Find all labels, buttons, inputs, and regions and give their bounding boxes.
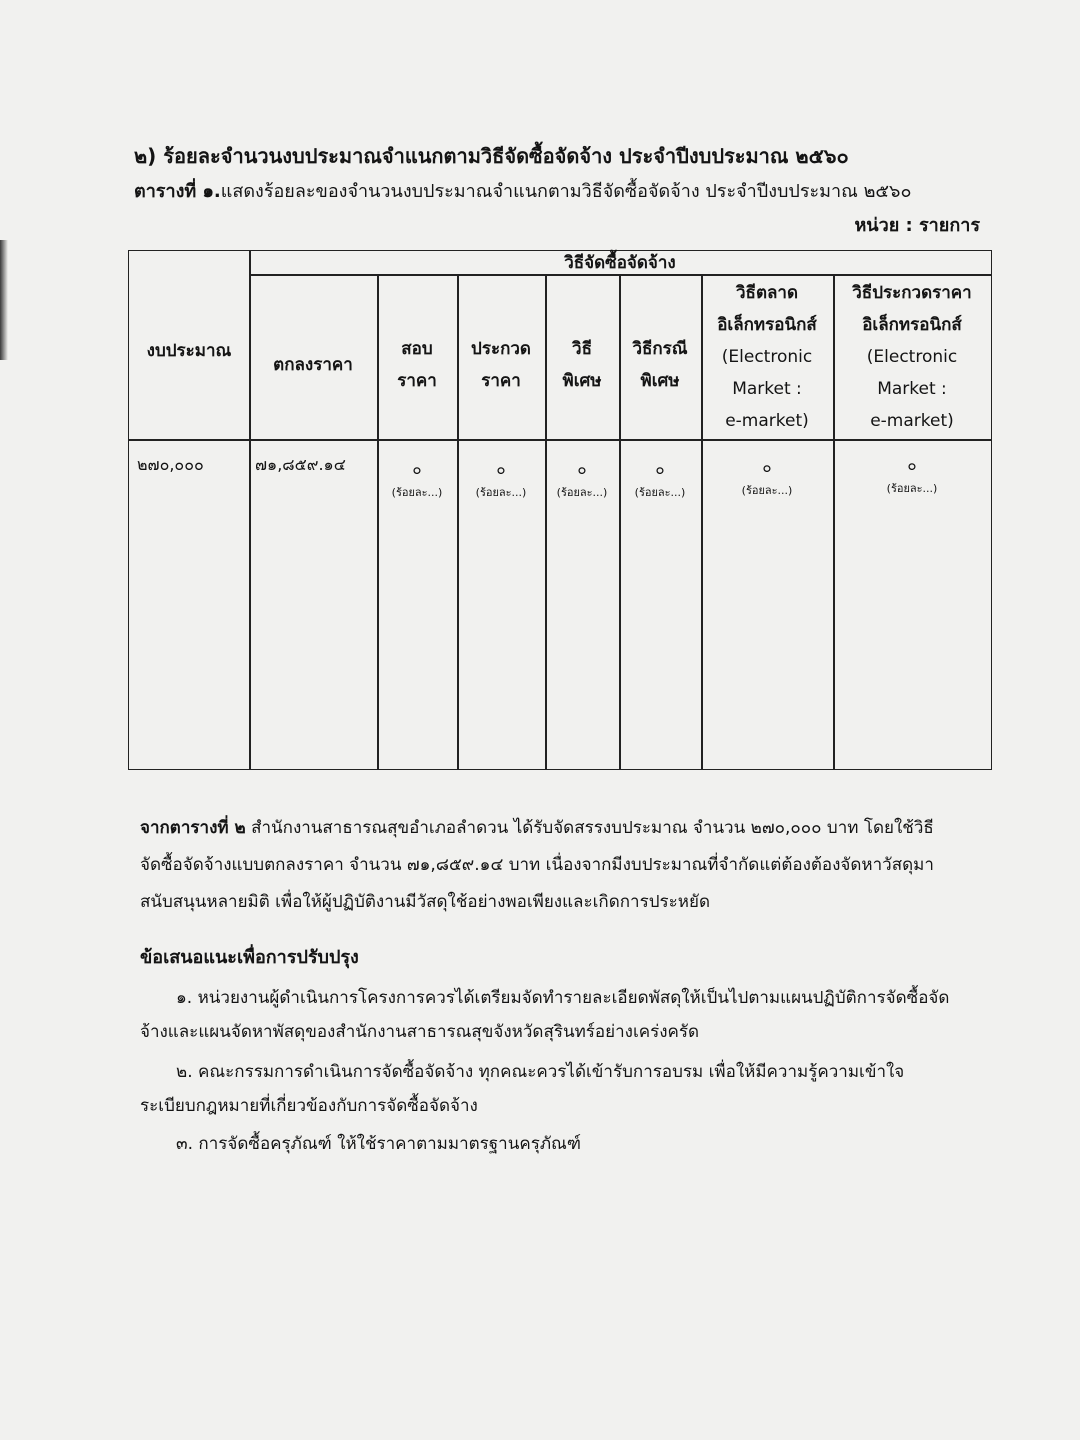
cell-special-pct: (ร้อยละ...) [556, 486, 608, 499]
header-agreed-price: ตกลงราคา [273, 355, 353, 375]
cell-budget-value: ๒๗๐,๐๐๐ [137, 455, 204, 474]
summary-line3: สนับสนุนหลายมิติ เพื่อให้ผู้ปฏิบัติงานมีวัสดุใช้อย่างพอเพียงและเกิดการประหยัด [140, 892, 710, 912]
table-unit: หน่วย : รายการ [854, 215, 980, 236]
table-caption [134, 176, 911, 205]
recommendation-2-line1: ๒. คณะกรรมการดำเนินการจัดซื้อจัดจ้าง ทุกคณะควรได้เข้ารับการอบรม เพื่อให้มีความรู้ความเข้าใจ [176, 1062, 905, 1082]
recommendation-1-line1: ๑. หน่วยงานผู้ดำเนินการโครงการควรได้เตรียมจัดทำรายละเอียดพัสดุให้เป็นไปตามแผนปฏิบัติการจัดซื้อจัด [176, 988, 950, 1008]
table-caption-text: แสดงร้อยละของจำนวนงบประมาณจำแนกตามวิธีจัดซื้อจัดจ้าง ประจำปีงบประมาณ ๒๕๖๐ [220, 181, 912, 202]
recommendation-3-line1: ๓. การจัดซื้อครุภัณฑ์ ให้ใช้ราคาตามมาตรฐานครุภัณฑ์ [176, 1134, 581, 1154]
header-methods: วิธีจัดซื้อจัดจ้าง [564, 253, 676, 273]
header-e-bidding-line1: วิธีประกวดราคา [852, 283, 972, 303]
header-special-case-line2: พิเศษ [640, 371, 680, 391]
cell-bidding-value: ๐ [496, 460, 506, 478]
summary-line1-text: สำนักงานสาธารณสุขอำเภอลำดวน ได้รับจัดสรรงบประมาณ จำนวน ๒๗๐,๐๐๐ บาท โดยใช้วิธี [245, 818, 934, 838]
header-budget: งบประมาณ [146, 341, 232, 361]
header-bidding-line1: ประกวด [471, 339, 531, 359]
table-rule-header-bottom [129, 439, 991, 441]
cell-e-bidding-value: ๐ [907, 456, 917, 474]
header-quotation [377, 333, 457, 397]
scan-edge-shadow [0, 240, 8, 360]
summary-paragraph [140, 810, 980, 921]
cell-quotation-value: ๐ [412, 460, 422, 478]
cell-special-value: ๐ [577, 460, 587, 478]
header-e-bidding-line3: (Electronic [866, 347, 958, 367]
header-e-bidding-line5: e-market) [870, 411, 954, 431]
header-special [545, 333, 619, 397]
table-rule-col1 [249, 251, 251, 769]
header-quotation-line1: สอบ [401, 339, 433, 359]
cell-quotation-pct: (ร้อยละ...) [391, 486, 443, 499]
header-special-case [619, 333, 701, 397]
header-quotation-line2: ราคา [397, 371, 437, 391]
header-e-market-line2: อิเล็กทรอนิกส์ [717, 315, 817, 335]
header-e-bidding [833, 277, 991, 437]
recommendation-1-line2: จ้างและแผนจัดหาพัสดุของสำนักงานสาธารณสุขจังหวัดสุรินทร์อย่างเคร่งครัด [140, 1022, 700, 1042]
header-e-market-line1: วิธีตลาด [736, 283, 798, 303]
cell-special-case-pct: (ร้อยละ...) [634, 486, 686, 499]
table-caption-prefix: ตารางที่ ๑. [134, 181, 221, 202]
summary-line2: จัดซื้อจัดจ้างแบบตกลงราคา จำนวน ๗๑,๘๕๙.๑๔ บาท เนื่องจากมีงบประมาณที่จำกัดแต่ต้องต้องจัดหาวัสดุมา [140, 855, 934, 875]
header-bidding-line2: ราคา [481, 371, 521, 391]
cell-e-market-pct: (ร้อยละ...) [741, 484, 793, 497]
header-special-line1: วิธี [572, 339, 592, 359]
recommendations-title: ข้อเสนอแนะเพื่อการปรับปรุง [140, 947, 359, 968]
header-e-bidding-line2: อิเล็กทรอนิกส์ [862, 315, 962, 335]
cell-bidding-pct: (ร้อยละ...) [475, 486, 527, 499]
cell-e-bidding-pct: (ร้อยละ...) [886, 482, 938, 495]
header-e-market-line4: Market : [732, 379, 802, 399]
header-e-market-line5: e-market) [725, 411, 809, 431]
summary-lead: จากตารางที่ ๒ [140, 818, 246, 838]
header-e-market [701, 277, 833, 437]
header-e-bidding-line4: Market : [877, 379, 947, 399]
header-special-line2: พิเศษ [562, 371, 602, 391]
budget-method-table [128, 250, 992, 770]
recommendation-2-line2: ระเบียบกฎหมายที่เกี่ยวข้องกับการจัดซื้อจัดจ้าง [140, 1096, 478, 1116]
cell-special-case-value: ๐ [655, 460, 665, 478]
cell-agreed-price-value: ๗๑,๘๕๙.๑๔ [255, 455, 346, 474]
summary-line1 [140, 810, 980, 847]
section-heading: ๒) ร้อยละจำนวนงบประมาณจำแนกตามวิธีจัดซื้อจัดจ้าง ประจำปีงบประมาณ ๒๕๖๐ [134, 144, 849, 168]
cell-e-market-value: ๐ [762, 458, 772, 476]
header-special-case-line1: วิธีกรณี [632, 339, 688, 359]
header-bidding [457, 333, 545, 397]
header-e-market-line3: (Electronic [721, 347, 813, 367]
